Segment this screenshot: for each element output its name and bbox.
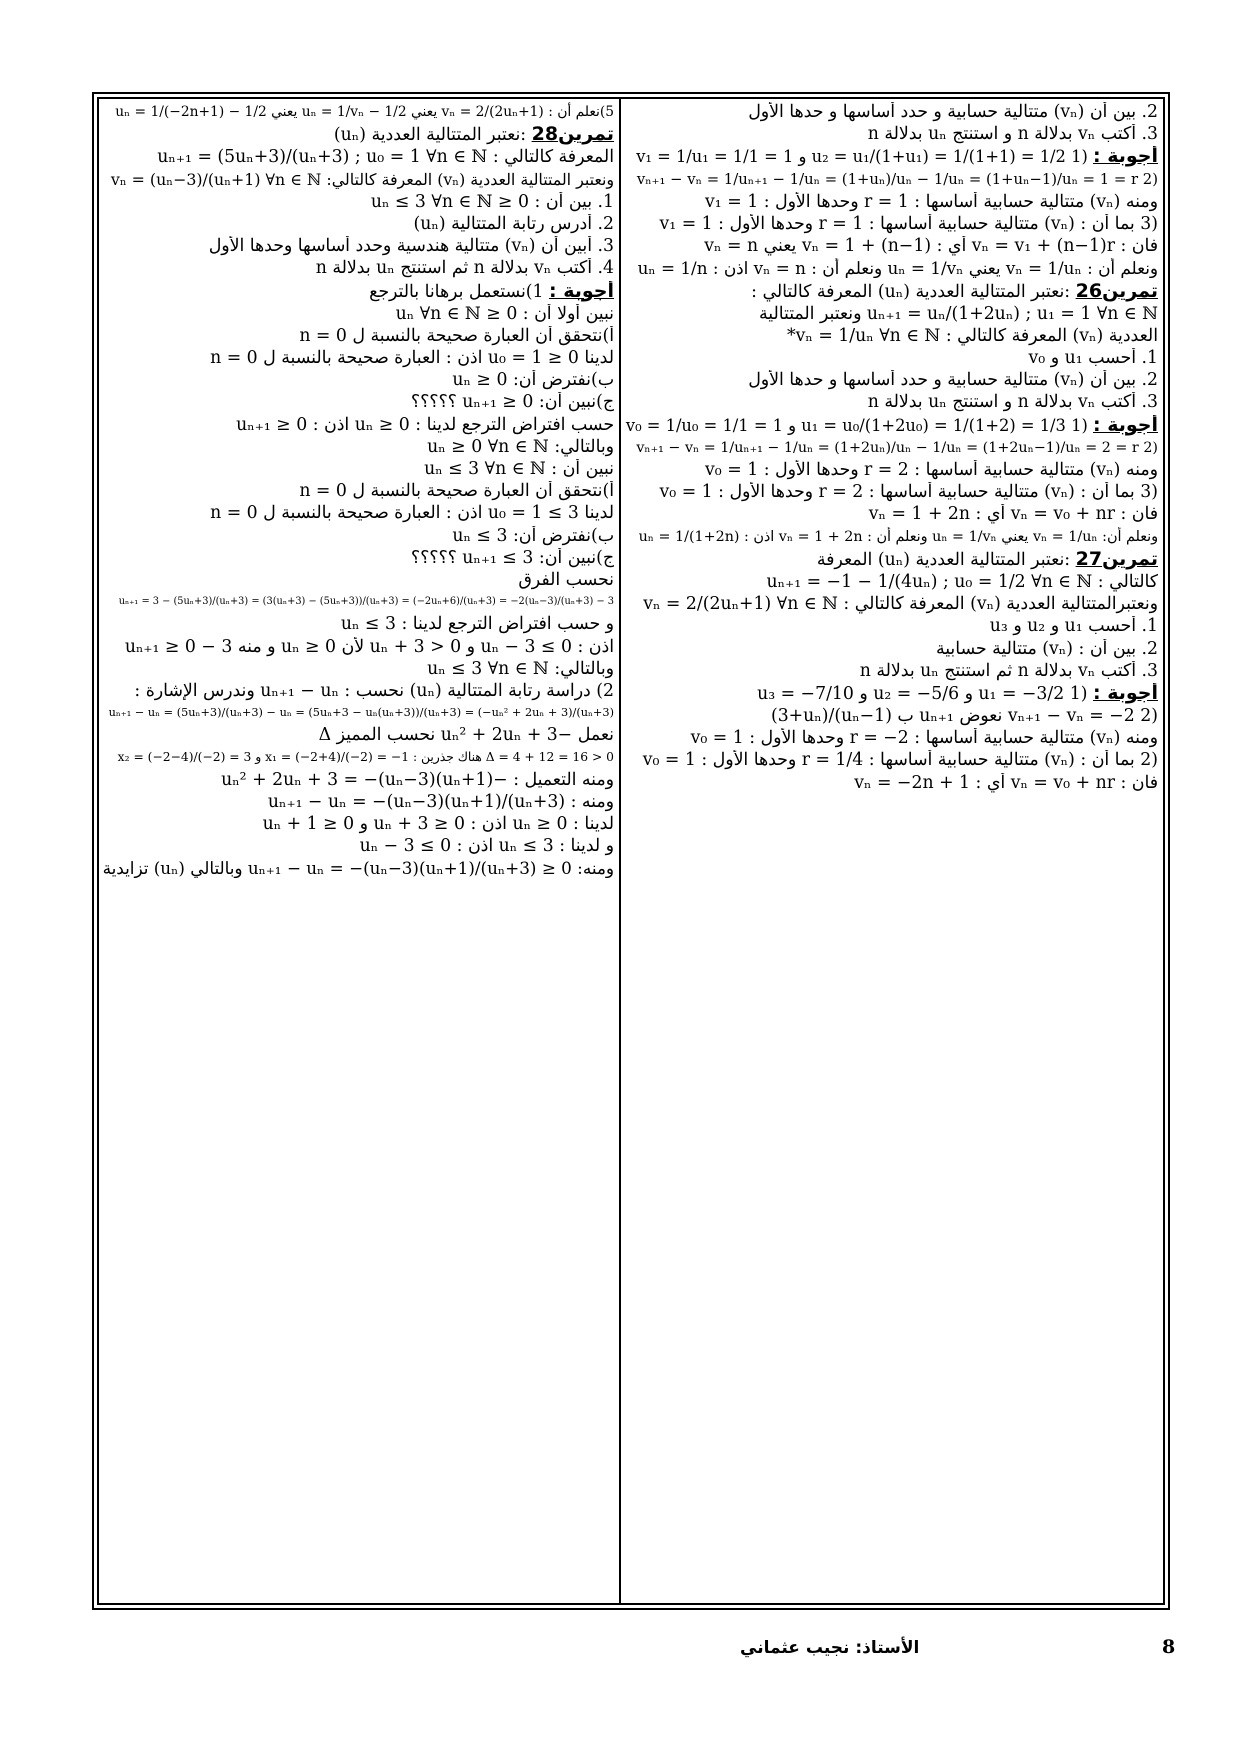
text-line [624,773,1158,793]
column-divider [619,99,621,1603]
line-text: ونعتبر المتتالية العددية (vₙ) المعرفة كالتالي: vₙ = (uₙ−3)/(uₙ+1) ∀n ∈ ℕ [110,169,614,189]
text-line [624,639,1158,659]
exercise-title: تمرين28 [531,124,614,146]
text-line [102,370,614,390]
left-column [102,102,614,1598]
line-text: فان : vₙ = v₁ + (n−1)r أي : vₙ = 1 + (n−1) يعني vₙ = n [704,236,1158,257]
line-text: المعرفة كالتالي : uₙ₊₁ = (5uₙ+3)/(uₙ+3) ; u₀ = 1 ∀n ∈ ℕ [157,147,614,168]
line-text: أ)نتحقق أن العبارة صحيحة بالنسبة ل n = 0 [299,325,614,346]
text-line [102,281,614,302]
line-text: ونعلم أن : vₙ = 1/uₙ يعني uₙ = 1/vₙ ونعلم أن : vₙ = n اذن : uₙ = 1/n [637,258,1158,279]
text-line [102,770,614,790]
line-text: 3. أكتب vₙ بدلالة n ثم استنتج uₙ بدلالة n [859,660,1158,681]
line-text: ب)نفترض أن: uₙ ≤ 3 [452,525,614,546]
text-line [624,527,1158,547]
line-text: ب)نفترض أن: uₙ ≥ 0 [452,370,614,391]
line-text: 1. بين أن : 0 ≤ uₙ ≤ 3 ∀n ∈ ℕ [370,191,614,212]
text-line [624,304,1158,324]
text-line [102,659,614,679]
line-text: 3 − uₙ₊₁ = 3 − (5uₙ+3)/(uₙ+3) = (3(uₙ+3) − (5uₙ+3))/(uₙ+3) = (−2uₙ+6)/(uₙ+3) = −2(uₙ−3)/(uₙ+3) [118,596,614,608]
text-line [102,124,614,145]
text-line [624,214,1158,234]
line-text: لدينا : uₙ ≥ 0 اذن : uₙ + 3 ≥ 0 و uₙ + 1 ≥ 0 [262,814,614,834]
text-line [102,415,614,435]
text-line [102,258,614,278]
text-line [624,415,1158,436]
line-text: 2. بين أن (vₙ) متتالية حسابية و حدد أساسها و حدها الأول [748,370,1158,391]
text-line [102,814,614,834]
line-text: و لدينا : uₙ ≤ 3 اذن : uₙ − 3 ≤ 0 [359,836,614,857]
text-line [102,570,614,590]
text-line [102,192,614,212]
line-text: اذن : uₙ − 3 ≤ 0 و uₙ + 3 > 0 لأن uₙ ≥ 0 و منه 3 − uₙ₊₁ ≥ 0 [124,636,614,657]
text-line [102,526,614,546]
text-line [624,706,1158,726]
line-text: ج)نبين أن: uₙ₊₁ ≤ 3 ؟؟؟؟؟ [410,547,614,568]
text-line [624,258,1158,278]
text-line [624,616,1158,636]
text-line [624,683,1158,704]
text-line [102,459,614,479]
text-line [102,614,614,634]
line-text: نحسب الفرق [518,569,614,590]
text-line [624,438,1158,458]
answer-title: أجوبة : [549,280,614,302]
line-text: ج)نبين أن: uₙ₊₁ ≥ 0 ؟؟؟؟؟ [410,392,614,413]
line-text: أ)نتحقق أن العبارة صحيحة بالنسبة ل n = 0 [299,481,614,502]
line-text: (1 u₁ = u₀/(1+2u₀) = 1/(1+2) = 1/3 و v₀ = 1/u₀ = 1/1 = 1 [625,415,1088,435]
text-line [102,503,614,523]
line-text: 2. بين أن (vₙ) متتالية حسابية و حدد أساسها و حدها الأول [748,102,1158,122]
line-text: Δ = 4 + 12 = 16 > 0 هناك جذرين : x₁ = (−2+4)/(−2) = −1 و x₂ = (−2−4)/(−2) = 3 [117,750,614,765]
text-line [624,572,1158,592]
line-text: فان : vₙ = v₀ + nr أي : vₙ = −2n + 1 [854,772,1158,793]
text-line [624,124,1158,144]
line-text: ومنه : uₙ₊₁ − uₙ = −(uₙ−3)(uₙ+1)/(uₙ+3) [267,791,614,812]
text-line [102,437,614,457]
line-text: :نعتبر المتتالية العددية (uₙ) المعرفة كالتالي : [751,281,1071,302]
line-text: كالتالي : uₙ₊₁ = −1 − 1/(4uₙ) ; u₀ = 1/2 ∀n ∈ ℕ [766,571,1158,592]
line-text: العددية (vₙ) المعرفة كالتالي : vₙ = 1/uₙ ∀n ∈ ℕ* [786,325,1158,346]
text-line [624,460,1158,480]
line-text: حسب افتراض الترجع لدينا : uₙ ≥ 0 اذن : uₙ₊₁ ≥ 0 [236,414,614,435]
text-line [624,370,1158,390]
text-line [102,747,614,767]
line-text: 3. أكتب vₙ بدلالة n و استنتج uₙ بدلالة n [867,124,1158,145]
text-line [102,703,614,723]
line-text: فان : vₙ = v₀ + nr أي : vₙ = 1 + 2n [868,504,1158,525]
text-line [102,392,614,412]
line-text: (3 بما أن : (vₙ) متتالية حسابية أساسها : r = 2 وحدها الأول : v₀ = 1 [659,482,1158,503]
line-text: 1. أحسب u₁ و u₂ و u₃ [989,616,1158,637]
text-line [102,836,614,856]
line-text: uₙ₊₁ − uₙ = (5uₙ+3)/(uₙ+3) − uₙ = (5uₙ+3 − uₙ(uₙ+3))/(uₙ+3) = (−uₙ² + 2uₙ + 3)/(uₙ+3) [108,706,614,720]
line-text: uₙ₊₁ = uₙ/(1+2uₙ) ; u₁ = 1 ∀n ∈ ℕ ونعتبر المتتالية [758,303,1158,324]
text-line [102,147,614,167]
exercise-title: تمرين26 [1075,280,1158,302]
line-text: 3. أكتب vₙ بدلالة n و استنتج uₙ بدلالة n [867,392,1158,413]
line-text: لدينا u₀ = 1 ≤ 3 اذن : العبارة صحيحة بالنسبة ل n = 0 [210,503,614,524]
text-line [102,592,614,612]
exercise-title: تمرين27 [1075,548,1158,570]
line-text: وبالتالي: uₙ ≥ 0 ∀n ∈ ℕ [427,436,614,457]
line-text: ومنه (vₙ) متتالية حسابية أساسها : r = −2 وحدها الأول : v₀ = 1 [690,728,1158,749]
line-text: (2 بما أن : (vₙ) متتالية حسابية أساسها : r = 1/4 وحدها الأول : v₀ = 1 [642,750,1158,771]
text-line [102,637,614,657]
text-line [624,661,1158,681]
line-text: ومنه التعميل : −uₙ² + 2uₙ + 3 = −(uₙ−3)(uₙ+1) [221,769,614,790]
line-text: و حسب افتراض الترجع لدينا : uₙ ≤ 3 [340,614,614,635]
text-line [102,236,614,256]
text-line [624,146,1158,167]
text-line [102,725,614,745]
text-line [102,102,614,122]
text-line [624,549,1158,570]
text-line [624,236,1158,256]
line-text: نعمل −uₙ² + 2uₙ + 3 نحسب المميز Δ [318,725,614,746]
text-line [624,170,1158,190]
line-text: وبالتالي: uₙ ≤ 3 ∀n ∈ ℕ [427,658,614,679]
text-line [624,594,1158,614]
line-text: ومنه (vₙ) متتالية حسابية أساسها : r = 1 وحدها الأول : v₁ = 1 [705,191,1158,212]
line-text: نبين أن : uₙ ≤ 3 ∀n ∈ ℕ [424,459,614,479]
line-text: 2. بين أن : (vₙ) متتالية حسابية [935,638,1158,659]
page-number: 8 [1162,1636,1176,1658]
text-line [624,392,1158,412]
text-line [102,304,614,324]
answer-title: أجوبة : [1093,414,1158,436]
text-line [624,728,1158,748]
text-line [102,548,614,568]
text-line [102,326,614,346]
line-text: 2. أدرس رتابة المتتالية (uₙ) [413,213,614,234]
text-line [624,326,1158,346]
line-text: (1 u₂ = u₁/(1+u₁) = 1/(1+1) = 1/2 و v₁ = 1/u₁ = 1/1 = 1 [636,147,1088,167]
line-text: 2) دراسة رتابة المتتالية (uₙ) نحسب : uₙ₊₁ − uₙ وندرس الإشارة : [134,680,614,701]
line-text: نبين أولا أن : 0 ≤ uₙ ∀n ∈ ℕ [395,303,614,324]
line-text: 5)نعلم أن : vₙ = 2/(2uₙ+1) يعني uₙ = 1/vₙ − 1/2 يعني uₙ = 1/(−2n+1) − 1/2 [115,104,614,120]
line-text: 1)نستعمل برهانا بالترجع [369,281,544,302]
footer-author: الأستاذ: نجيب عثماني [740,1638,920,1658]
line-text: :نعتبر المتتالية العددية (uₙ) المعرفة [816,549,1071,570]
answer-title: أجوبة : [1093,682,1158,704]
text-line [624,504,1158,524]
line-text: 1. أحسب u₁ و v₀ [1028,348,1158,369]
text-line [102,348,614,368]
line-text: ونعتبرالمتتالية العددية (vₙ) المعرفة كالتالي : vₙ = 2/(2uₙ+1) ∀n ∈ ℕ [643,594,1158,615]
line-text: ومنه: uₙ₊₁ − uₙ = −(uₙ−3)(uₙ+1)/(uₙ+3) ≥ 0 وبالتالي (uₙ) تزايدية [102,858,614,879]
text-line [102,214,614,234]
answer-title: أجوبة : [1093,146,1158,168]
text-line [102,170,614,190]
line-text: لدينا u₀ = 1 ≥ 0 اذن : العبارة صحيحة بالنسبة ل n = 0 [210,348,614,369]
line-text: :نعتبر المتتالية العددية (uₙ) [333,125,527,146]
right-column [624,102,1158,1598]
line-text: 3. أبين أن (vₙ) متتالية هندسية وحدد أساسها وحدها الأول [208,236,614,257]
text-line [624,750,1158,770]
text-line [624,192,1158,212]
line-text: (2 vₙ₊₁ − vₙ = 1/uₙ₊₁ − 1/uₙ = (1+2uₙ)/uₙ − 1/uₙ = (1+2uₙ−1)/uₙ = 2 = r [636,439,1158,456]
text-line [624,482,1158,502]
text-line [624,348,1158,368]
line-text: (3 بما أن : (vₙ) متتالية حسابية أساسها : r = 1 وحدها الأول : v₁ = 1 [659,213,1158,234]
text-line [102,481,614,501]
line-text: 4. أكتب vₙ بدلالة n ثم استنتج uₙ بدلالة n [315,258,614,279]
text-line [102,681,614,701]
line-text: (2 vₙ₊₁ − vₙ = −2 نعوض uₙ₊₁ ب (uₙ−1)/(3+uₙ) [770,706,1158,727]
line-text: (1 u₁ = −3/2 و u₂ = −5/6 و u₃ = −7/10 [757,683,1088,704]
text-line [102,792,614,812]
text-line [624,281,1158,302]
line-text: (2 vₙ₊₁ − vₙ = 1/uₙ₊₁ − 1/uₙ = (1+uₙ)/uₙ − 1/uₙ = (1+uₙ−1)/uₙ = 1 = r [636,170,1158,188]
text-line [624,102,1158,122]
line-text: ونعلم أن: vₙ = 1/uₙ يعني uₙ = 1/vₙ ونعلم أن : vₙ = 1 + 2n اذن : uₙ = 1/(1+2n) [638,528,1158,545]
line-text: ومنه (vₙ) متتالية حسابية أساسها : r = 2 وحدها الأول : v₀ = 1 [705,460,1158,480]
text-line [102,858,614,878]
